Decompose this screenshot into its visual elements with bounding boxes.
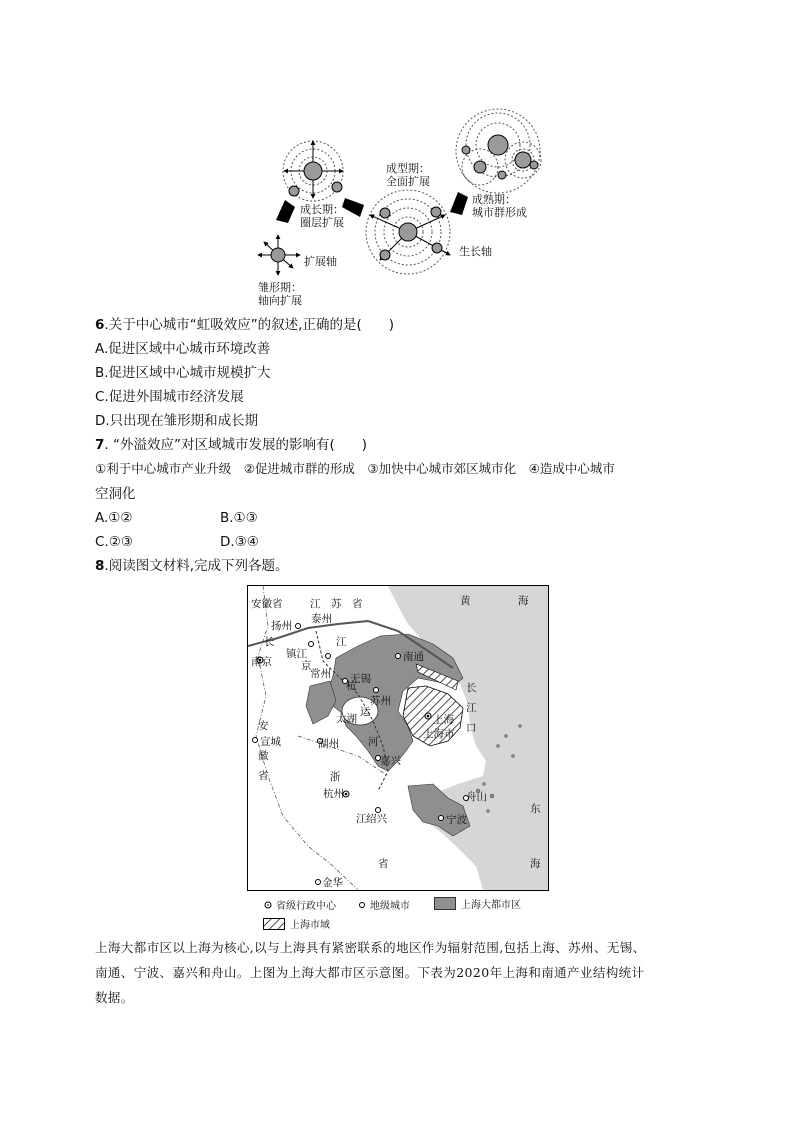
capital-icon [263, 900, 273, 910]
question-6-stem [95, 316, 394, 334]
passage-line1: 上海大都市区以上海为核心,以与上海具有紧密联系的地区作为辐射范围,包括上海、苏州、无锡、 [95, 940, 646, 955]
stage1-label: 雏形期： 轴向扩展 [258, 281, 302, 307]
arrow-2-icon [342, 198, 364, 217]
map-label: 黄 [460, 595, 471, 607]
map-label: 徽 [258, 750, 269, 762]
legend-label: 上海市域 [290, 920, 330, 931]
stage2-city [283, 141, 343, 201]
map-label: 南京 [251, 656, 272, 668]
map-label: 南通 [403, 651, 424, 663]
metro-area-west [306, 681, 336, 724]
metro-swatch [434, 897, 456, 910]
map-label: 省 [378, 858, 389, 870]
stage4-city [456, 109, 541, 193]
map-label: 省 [258, 770, 269, 782]
question-number: 8 [95, 558, 105, 574]
map-label: 京 [301, 660, 312, 672]
q7-option-b[interactable]: B.①③ [220, 510, 258, 526]
map-label: 长 [466, 682, 477, 694]
map-label: 口 [466, 722, 477, 734]
urban-development-diagram [240, 95, 560, 310]
passage-line2: 南通、宁波、嘉兴和舟山。上图为上海大都市区示意图。下表为2020年上海和南通产业结构统计 [95, 965, 645, 980]
arrow-1-icon [276, 200, 295, 223]
map-label: 苏州 [370, 695, 391, 707]
stage2-label: 成长期： 圈层扩展 [300, 203, 344, 229]
map-label: 江 苏 省 [310, 598, 363, 610]
map-label: 河 [368, 736, 379, 748]
question-number: 6 [95, 317, 105, 333]
map-label: 浙 [330, 771, 341, 783]
legend-label: 地级城市 [370, 901, 410, 912]
map-label: 安徽省 [251, 598, 283, 610]
legend-capital [263, 897, 336, 912]
shanghai-metro-map [247, 585, 549, 891]
map-label: 长 [264, 636, 275, 648]
question-7-stem [95, 436, 367, 454]
map-label: 宁波 [446, 814, 467, 826]
question-8-stem [95, 557, 289, 575]
map-label: 镇江 [286, 648, 307, 660]
stage1-city [258, 235, 300, 275]
legend-shanghai [263, 916, 330, 931]
map-label: 绍兴 [366, 813, 387, 825]
stage4-label: 成熟期： 城市群形成 [472, 193, 527, 219]
map-label: 海 [530, 858, 541, 870]
map-label: 宣城 [260, 736, 281, 748]
map-label: 泰州 [311, 613, 332, 625]
map-label: 舟山 [466, 791, 487, 803]
map-label: 安 [258, 720, 269, 732]
map-label: 常州 [310, 668, 331, 680]
q7-statements-line2: 空洞化 [95, 486, 136, 502]
arrow-3-icon [450, 192, 468, 215]
legend-label: 省级行政中心 [276, 901, 336, 912]
stage3-city [366, 190, 450, 274]
question-text: . “外溢效应”对区域城市发展的影响有( ) [104, 437, 368, 453]
map-label: 江 [336, 636, 347, 648]
map-label: 金华 [322, 877, 343, 889]
map-label: 太湖 [336, 713, 357, 725]
growth-axis-label: 生长轴 [459, 245, 492, 258]
map-label: 嘉兴 [380, 755, 401, 767]
legend-label: 上海大都市区 [461, 900, 521, 911]
q7-option-c[interactable]: C.②③ [95, 534, 133, 550]
map-label: 海 [518, 595, 529, 607]
map-label: 扬州 [271, 620, 292, 632]
map-label: 上海 [433, 714, 454, 726]
map-label: 湖州 [318, 738, 339, 750]
q6-option-c[interactable]: C.促进外围城市经济发展 [95, 389, 244, 405]
map-label: 运 [360, 706, 371, 718]
map-label: 无锡 [350, 673, 371, 685]
map-label: 杭州 [323, 788, 344, 800]
q7-statements-line1: ①利于中心城市产业升级 ②促进城市群的形成 ③加快中心城市郊区城市化 ④造成中心城市 [95, 461, 615, 476]
q6-option-a[interactable]: A.促进区域中心城市环境改善 [95, 341, 271, 357]
question-text: .阅读图文材料,完成下列各题。 [104, 558, 289, 574]
question-text: .关于中心城市“虹吸效应”的叙述,正确的是( ) [104, 317, 395, 333]
q7-option-a[interactable]: A.①② [95, 510, 133, 526]
question-number: 7 [95, 437, 105, 453]
city-icon [357, 900, 367, 910]
q6-option-d[interactable]: D.只出现在雏形期和成长期 [95, 413, 259, 429]
legend-metro [434, 896, 521, 911]
map-label: 江 [466, 702, 477, 714]
map-graphic [248, 586, 548, 890]
axis-label: 扩展轴 [304, 255, 337, 268]
map-label: 杭 [346, 680, 357, 692]
hatch-swatch-icon [263, 918, 285, 930]
stage3-label: 成型期： 全面扩展 [386, 162, 430, 188]
map-label: 东 [530, 803, 541, 815]
map-label: 江 [356, 813, 367, 825]
passage-line3: 数据。 [95, 990, 134, 1005]
q7-option-d[interactable]: D.③④ [220, 534, 259, 550]
q6-option-b[interactable]: B.促进区域中心城市规模扩大 [95, 365, 271, 381]
legend-city [357, 897, 410, 912]
map-label: 上海市 [423, 728, 455, 740]
